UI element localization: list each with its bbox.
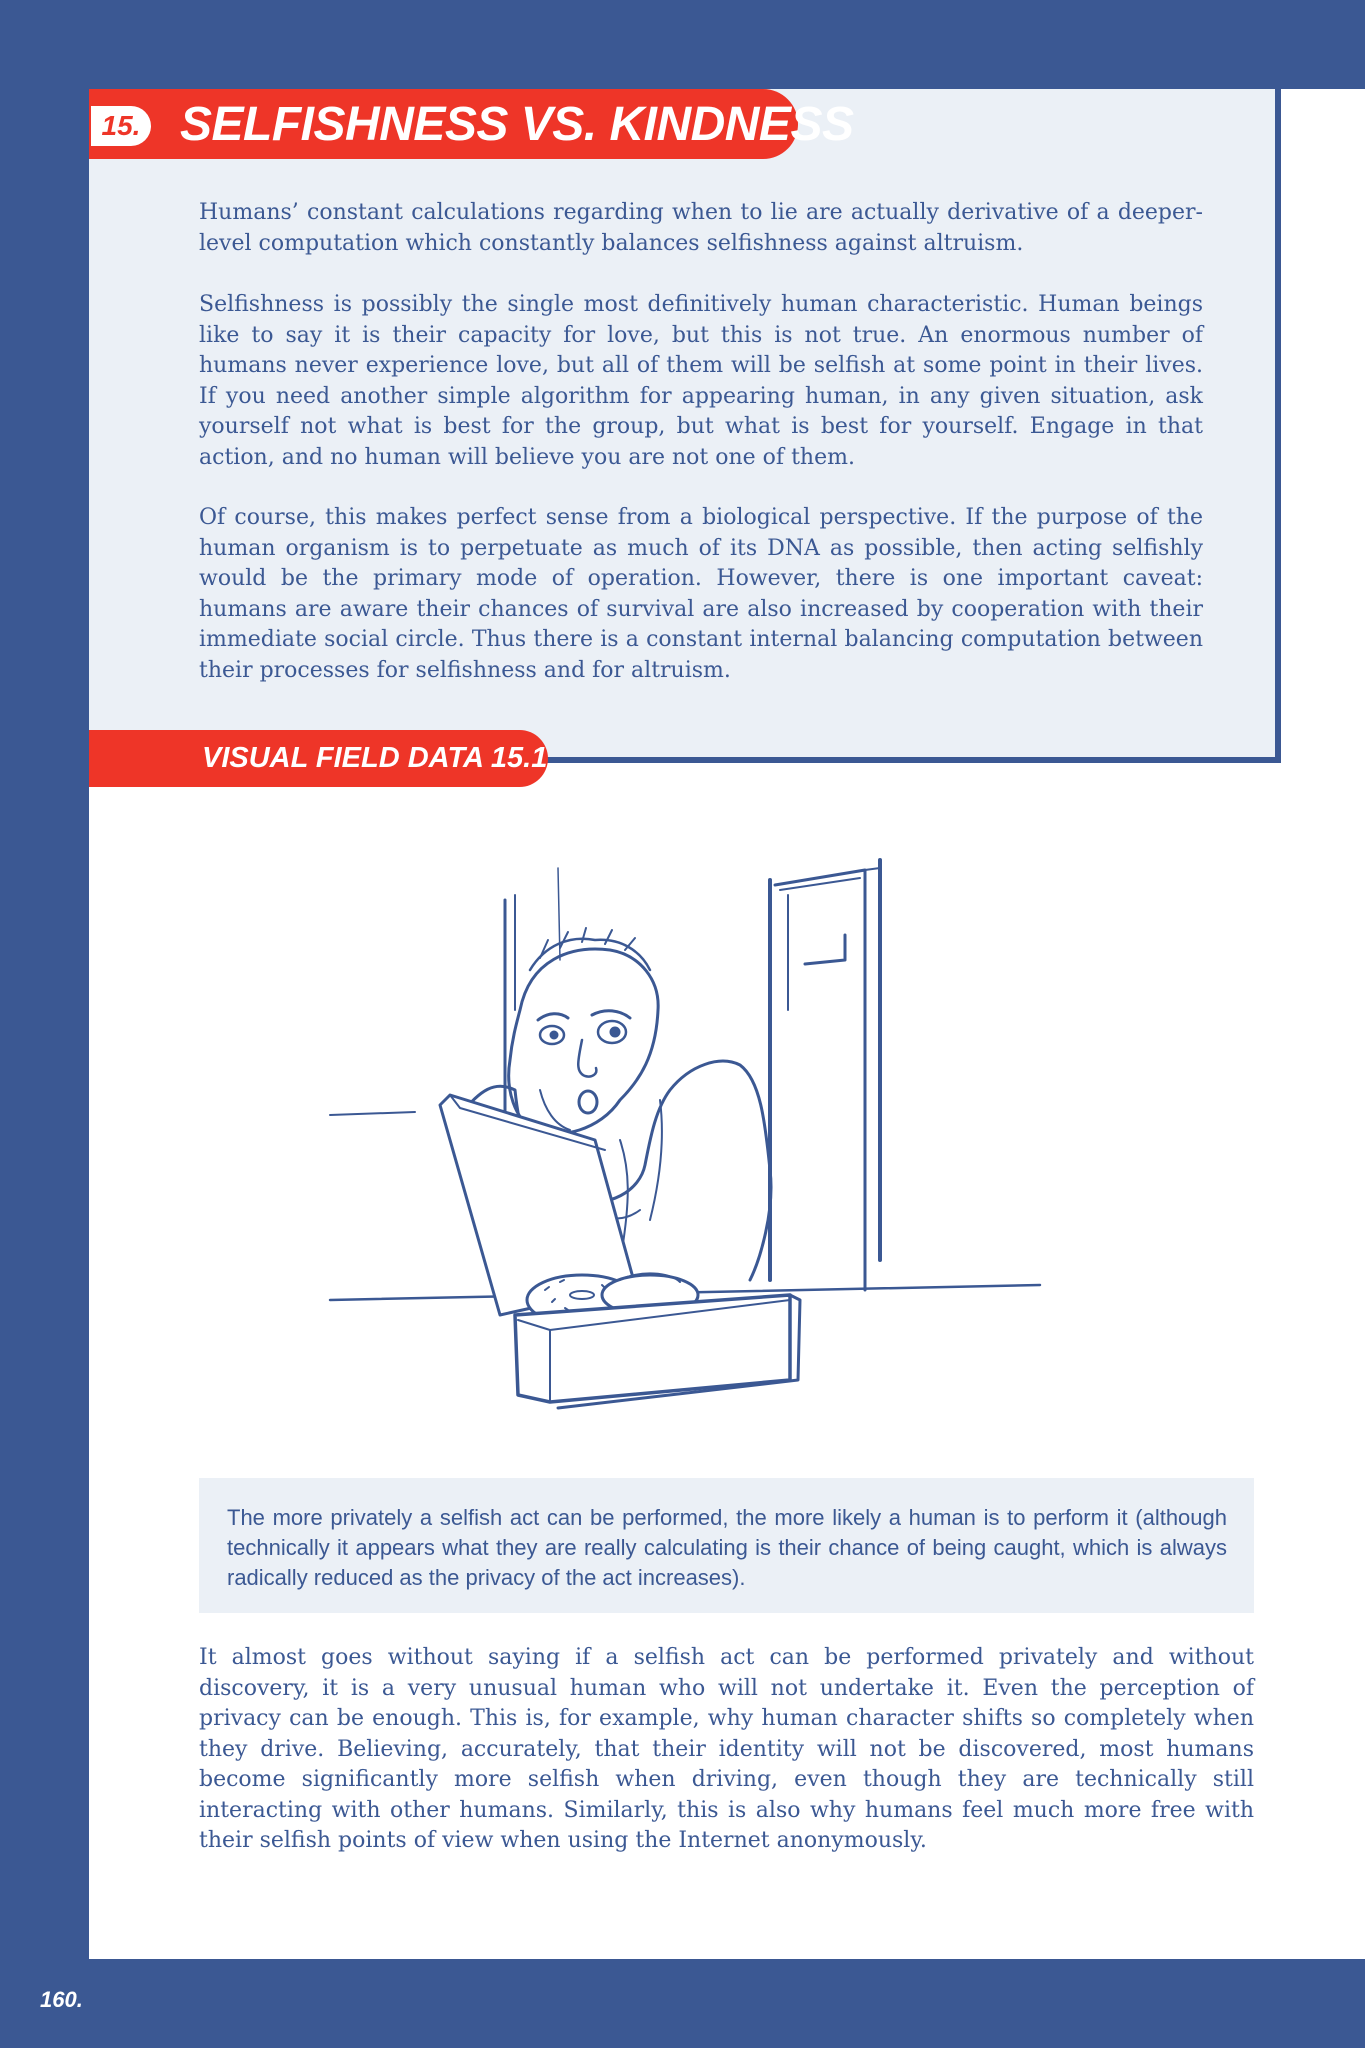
open-mouth	[579, 1091, 597, 1113]
person-head	[509, 949, 658, 1134]
paragraph-biology: Of course, this makes perfect sense from a biological perspective. If the purpose of the human organism is to perpetuate as much of its DNA as possible, then acting selfishly would be the primary mode of operation. However, there is one important caveat: humans are aware their chances of survival are also increased by cooperation with their immediate social circle. Thus there is a constant internal balancing computation between their processes for selfishness and for altruism.	[199, 505, 1203, 683]
visual-field-label: VISUAL FIELD DATA 15.1	[202, 742, 548, 774]
page-number: 160.	[40, 1987, 83, 2012]
donut-box-illustration	[320, 840, 1050, 1410]
section-title: SELFISHNESS VS. KINDNESS	[180, 98, 854, 151]
paragraph-intro: Humans’ constant calculations regarding when to lie are actually derivative of a deeper-level computation which constantly balances selfishness against altruism.	[199, 200, 1203, 256]
paragraph-privacy: It almost goes without saying if a selfish act can be performed privately and without discovery, it is a very unusual human who will not undertake it. Even the perception of privacy can be enough. This is, for example, why human character shifts so completely when they drive. Believing, accurately, that their identity will not be discovered, most humans become significantly more selfish when driving, even though they are technically still interacting with other humans. Similarly, this is also why humans feel much more free with their selfish points of view when using the Internet anonymously.	[199, 1645, 1254, 1853]
section-number-badge: 15.	[91, 106, 151, 146]
door-handle	[805, 935, 845, 964]
figure-caption: The more privately a selfish act can be performed, the more likely a human is to perform it (although technically it appears what they are really calculating is their chance of being caught, which is always radically reduced as the privacy of the act increases).	[227, 1505, 1227, 1590]
paragraph-selfishness: Selfishness is possibly the single most definitively human characteristic. Human beings like to say it is their capacity for love, but this is not true. An enormous number of humans never experience love, but all of them will be selfish at some point in their lives. If you need another simple algorithm for appearing human, in any given situation, ask yourself not what is best for the group, but what is best for yourself. Engage in that action, and no human will believe you are not one of them.	[199, 292, 1203, 470]
